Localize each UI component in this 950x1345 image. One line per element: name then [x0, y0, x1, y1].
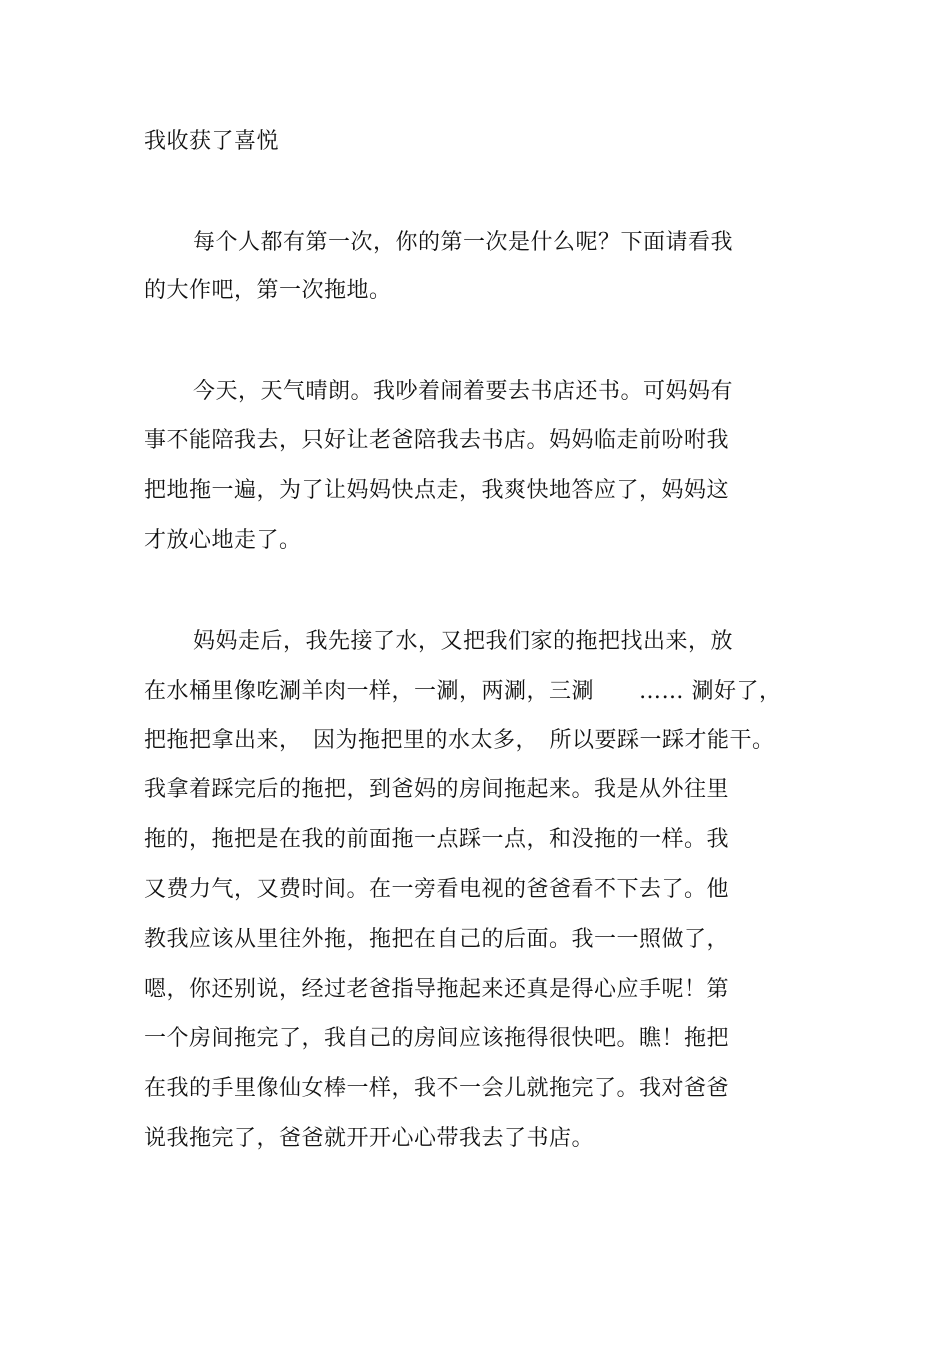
paragraph-3-line-2: 在水桶里像吃涮羊肉一样，一涮，两涮，三涮 …… 涮好了，: [144, 679, 782, 704]
paragraph-2-line-4: 才放心地走了。: [144, 528, 302, 553]
paragraph-2-line-3: 把地拖一遍，为了让妈妈快点走，我爽快地答应了，妈妈这: [144, 478, 730, 503]
paragraph-3-line-7: 教我应该从里往外拖，拖把在自己的后面。我一一照做了，: [144, 927, 730, 952]
paragraph-3-line-6: 又费力气，又费时间。在一旁看电视的爸爸看不下去了。他: [144, 877, 730, 902]
paragraph-3-line-3: 把拖把拿出来， 因为拖把里的水太多， 所以要踩一踩才能干。: [144, 728, 775, 753]
paragraph-3-line-11: 说我拖完了，爸爸就开开心心带我去了书店。: [144, 1126, 595, 1151]
paragraph-3-line-1: 妈妈走后，我先接了水，又把我们家的拖把找出来，放: [193, 629, 734, 654]
paragraph-3-line-10: 在我的手里像仙女棒一样，我不一会儿就拖完了。我对爸爸: [144, 1076, 730, 1101]
paragraph-1-line-2: 的大作吧，第一次拖地。: [144, 278, 392, 303]
paragraph-1-line-1: 每个人都有第一次，你的第一次是什么呢？下面请看我: [193, 230, 734, 255]
paragraph-3-line-8: 嗯，你还别说，经过老爸指导拖起来还真是得心应手呢！第: [144, 977, 730, 1002]
paragraph-3-line-4: 我拿着踩完后的拖把，到爸妈的房间拖起来。我是从外往里: [144, 777, 730, 802]
paragraph-2-line-2: 事不能陪我去，只好让老爸陪我去书店。妈妈临走前吩咐我: [144, 428, 730, 453]
paragraph-3-line-5: 拖的，拖把是在我的前面拖一点踩一点，和没拖的一样。我: [144, 827, 730, 852]
document-title: 我收获了喜悦: [144, 129, 280, 154]
paragraph-3-line-9: 一个房间拖完了，我自己的房间应该拖得很快吧。瞧！拖把: [144, 1026, 730, 1051]
paragraph-2-line-1: 今天，天气晴朗。我吵着闹着要去书店还书。可妈妈有: [193, 379, 734, 404]
